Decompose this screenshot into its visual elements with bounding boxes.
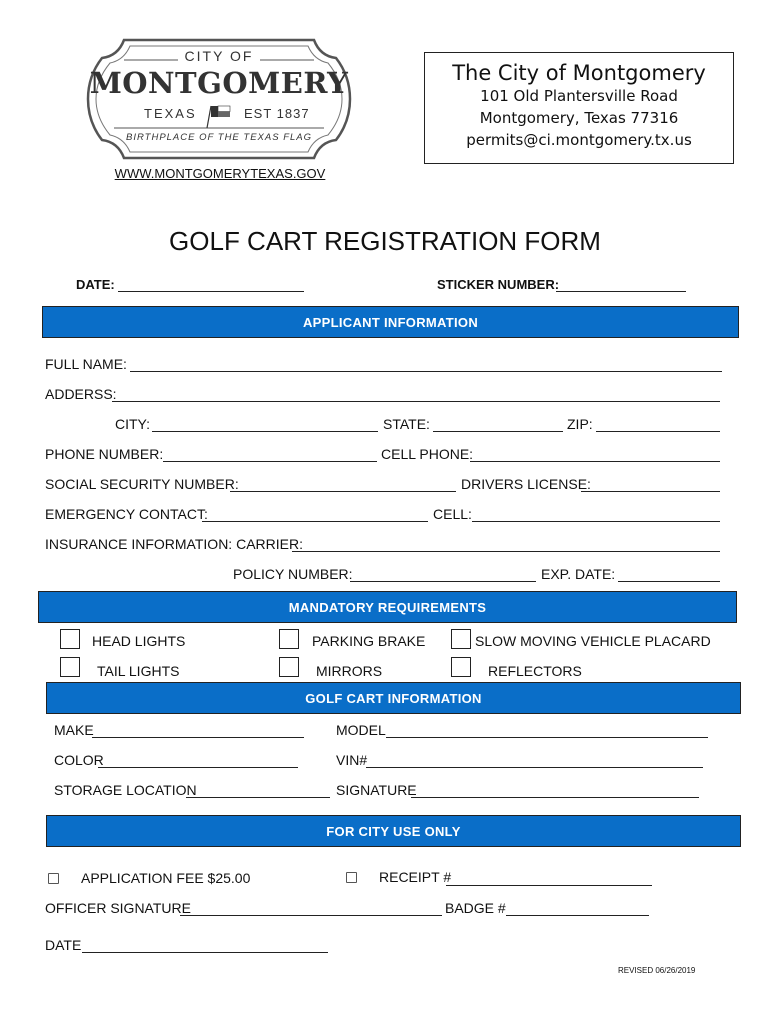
zip-field[interactable]	[596, 431, 720, 432]
storage-field[interactable]	[186, 797, 330, 798]
logo-state: TEXAS	[144, 106, 197, 121]
mirrors-checkbox[interactable]	[279, 657, 299, 677]
make-label: MAKE	[54, 722, 94, 738]
mirrors-label: MIRRORS	[316, 663, 383, 679]
color-label: COLOR	[54, 752, 104, 768]
officer-signature-label: OFFICER SIGNATURE	[45, 900, 191, 916]
city-logo	[84, 36, 354, 162]
date-field[interactable]	[118, 291, 304, 292]
badge-label: BADGE #	[445, 900, 506, 916]
mandatory-section-header: MANDATORY REQUIREMENTS	[38, 591, 737, 623]
badge-field[interactable]	[506, 915, 649, 916]
make-field[interactable]	[92, 737, 304, 738]
texas-flag-icon	[207, 106, 230, 128]
slow-placard-checkbox[interactable]	[451, 629, 471, 649]
sticker-label: STICKER NUMBER:	[437, 277, 560, 292]
drivers-license-label: DRIVERS LICENSE:	[461, 476, 591, 492]
sticker-field[interactable]	[556, 291, 686, 292]
app-fee-checkbox[interactable]	[48, 873, 59, 884]
receipt-checkbox[interactable]	[346, 872, 357, 883]
full-name-field[interactable]	[130, 371, 722, 372]
insurance-label: INSURANCE INFORMATION: CARRIER:	[45, 536, 303, 552]
head-lights-label: HEAD LIGHTS	[92, 633, 186, 649]
model-field[interactable]	[386, 737, 708, 738]
phone-label: PHONE NUMBER:	[45, 446, 164, 462]
phone-field[interactable]	[163, 461, 377, 462]
golf-cart-section-header: GOLF CART INFORMATION	[46, 682, 741, 714]
parking-brake-label: PARKING BRAKE	[312, 633, 426, 649]
exp-date-label: EXP. DATE:	[541, 566, 616, 582]
receipt-label: RECEIPT #	[379, 869, 452, 885]
state-field[interactable]	[433, 431, 563, 432]
policy-label: POLICY NUMBER:	[233, 566, 353, 582]
emergency-field[interactable]	[202, 521, 428, 522]
city-field[interactable]	[152, 431, 378, 432]
address-email: permits@ci.montgomery.tx.us	[466, 131, 692, 149]
full-name-label: FULL NAME:	[45, 356, 127, 372]
vin-label: VIN#	[336, 752, 368, 768]
zip-label: ZIP:	[567, 416, 593, 432]
revised-date: REVISED 06/26/2019	[618, 966, 696, 975]
logo-name: MONTGOMERY	[89, 66, 349, 100]
form-title: GOLF CART REGISTRATION FORM	[169, 226, 601, 256]
reflectors-label: REFLECTORS	[488, 663, 582, 679]
tail-lights-label: TAIL LIGHTS	[97, 663, 180, 679]
address-street: 101 Old Plantersville Road	[480, 87, 678, 105]
city-label: CITY:	[115, 416, 151, 432]
head-lights-checkbox[interactable]	[60, 629, 80, 649]
cell-phone-field[interactable]	[470, 461, 720, 462]
cell-label: CELL:	[433, 506, 472, 522]
applicant-section-header: APPLICANT INFORMATION	[42, 306, 739, 338]
officer-signature-field[interactable]	[180, 915, 442, 916]
city-date-label: DATE	[45, 937, 82, 953]
address-box	[424, 52, 734, 164]
app-fee-label: APPLICATION FEE $25.00	[81, 870, 251, 886]
state-label: STATE:	[383, 416, 430, 432]
address-city: Montgomery, Texas 77316	[479, 109, 679, 127]
vin-field[interactable]	[366, 767, 703, 768]
logo-tagline: BIRTHPLACE OF THE TEXAS FLAG	[125, 132, 313, 143]
address-label: ADDERSS:	[45, 386, 117, 402]
cell-phone-label: CELL PHONE:	[381, 446, 474, 462]
reflectors-checkbox[interactable]	[451, 657, 471, 677]
signature-label: SIGNATURE	[336, 782, 417, 798]
date-label: DATE:	[76, 277, 115, 292]
slow-placard-label: SLOW MOVING VEHICLE PLACARD	[475, 633, 711, 649]
color-field[interactable]	[98, 767, 298, 768]
model-label: MODEL	[336, 722, 386, 738]
signature-field[interactable]	[411, 797, 699, 798]
exp-date-field[interactable]	[618, 581, 720, 582]
logo-est: EST 1837	[244, 106, 310, 121]
insurance-field[interactable]	[292, 551, 720, 552]
cell-field[interactable]	[472, 521, 720, 522]
website-link[interactable]: WWW.MONTGOMERYTEXAS.GOV	[114, 166, 326, 181]
storage-label: STORAGE LOCATION	[54, 782, 197, 798]
address-title: The City of Montgomery	[452, 61, 706, 85]
drivers-license-field[interactable]	[581, 491, 720, 492]
policy-field[interactable]	[350, 581, 536, 582]
city-date-field[interactable]	[82, 952, 328, 953]
tail-lights-checkbox[interactable]	[60, 657, 80, 677]
receipt-field[interactable]	[446, 885, 652, 886]
city-use-section-header: FOR CITY USE ONLY	[46, 815, 741, 847]
ssn-field[interactable]	[230, 491, 456, 492]
address-field[interactable]	[112, 401, 720, 402]
ssn-label: SOCIAL SECURITY NUMBER:	[45, 476, 239, 492]
parking-brake-checkbox[interactable]	[279, 629, 299, 649]
logo-city-of: CITY OF	[184, 48, 254, 64]
emergency-label: EMERGENCY CONTACT:	[45, 506, 208, 522]
